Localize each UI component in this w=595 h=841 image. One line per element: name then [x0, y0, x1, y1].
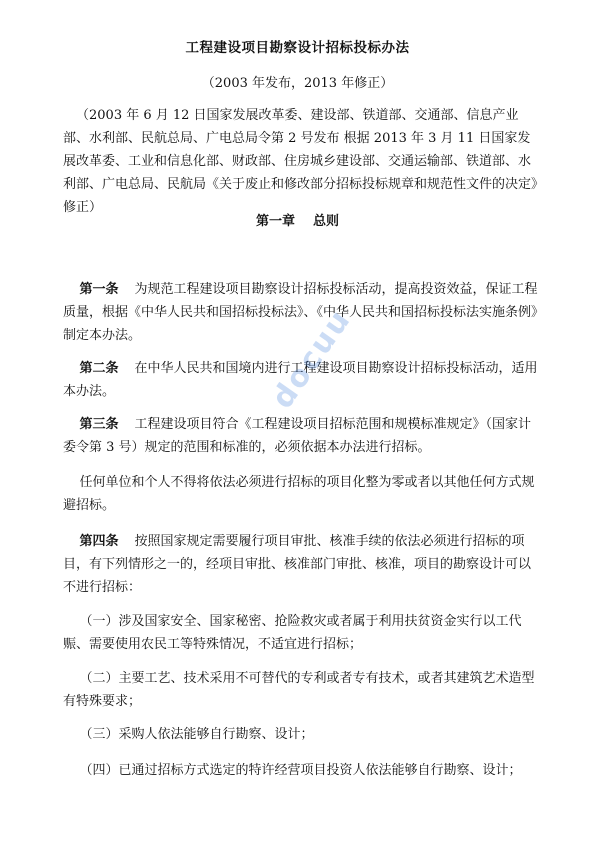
list-item-text: （三）采购人依法能够自行勘察、设计；: [79, 727, 314, 742]
list-item-text: （二）主要工艺、技术采用不可替代的专利或者专有技术，或者其建筑艺术造型有特殊要求；: [63, 671, 535, 709]
article-lead: 第一条: [79, 282, 119, 297]
document-subtitle: （2003 年发布，2013 年修正）: [201, 76, 394, 91]
watermark-logo: docuu: [265, 302, 359, 416]
article-4-item-4: [63, 759, 539, 782]
article-text: 为规范工程建设项目勘察设计招标投标活动，提高投资效益，保证工程质量，根据《中华人民共和国招标投标法》、《中华人民共和国招标投标法实施条例》制定本办法。: [63, 282, 538, 343]
list-item-text: （四）已通过招标方式选定的特许经营项目投资人依法能够自行勘察、设计；: [79, 763, 522, 778]
article-text: 按照国家规定需要履行项目审批、核准手续的依法必须进行招标的项目，有下列情形之一的，经项目审批、核准部门审批、核准，项目的勘察设计可以不进行招标：: [63, 534, 532, 595]
article-lead: 第三条: [79, 417, 119, 432]
document-title: 工程建设项目勘察设计招标投标办法: [185, 40, 410, 56]
article-4-item-2: [63, 667, 539, 713]
article-text: 工程建设项目符合《工程建设项目招标范围和规模标准规定》（国家计委令第 3 号）规定的范围和标准的，必须依据本办法进行招标。: [63, 417, 532, 455]
article-text: 任何单位和个人不得将依法必须进行招标的项目化整为零或者以其他任何方式规避招标。: [63, 475, 535, 513]
article-3: [63, 413, 539, 459]
article-4: [63, 530, 539, 599]
list-item-text: （一）涉及国家安全、国家秘密、抢险救灾或者属于利用扶贫资金实行以工代赈、需要使用农民工等特殊情况，不适宜进行招标；: [63, 614, 522, 652]
article-lead: 第二条: [79, 361, 119, 376]
article-4-item-3: [63, 723, 539, 746]
source-note: （2003 年 6 月 12 日国家发展改革委、建设部、铁道部、交通部、信息产业部、水利部、民航总局、广电总局令第 2 号发布 根据 2013 年 3 月 11 日国家发展改革委、工业和信息化部、财政部、住房城乡建设部、交通运输部、铁道部、水利部、广电总局、民航局《关于废止和修改部分招标投标规章和规范性文件的决定》修正）: [63, 108, 538, 215]
article-4-item-1: [63, 610, 539, 656]
chapter-number: 第一章: [255, 214, 295, 229]
article-3-paragraph-2: [63, 471, 539, 517]
article-1: [63, 278, 539, 347]
article-text: 在中华人民共和国境内进行工程建设项目勘察设计招标投标活动，适用本办法。: [63, 361, 538, 399]
chapter-heading: [0, 210, 595, 229]
chapter-name: 总则: [313, 214, 340, 229]
article-lead: 第四条: [79, 534, 119, 549]
